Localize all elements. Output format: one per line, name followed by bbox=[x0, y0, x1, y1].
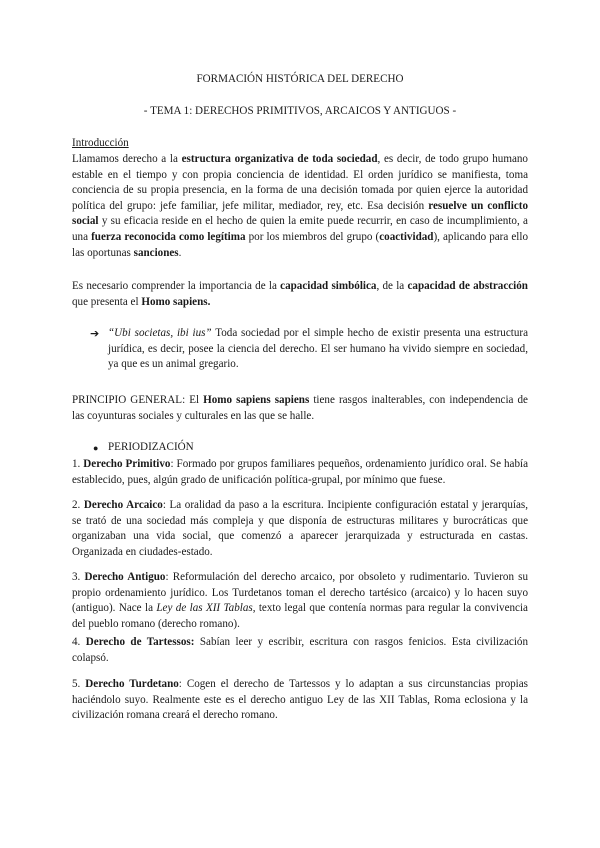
italic-run: Ley de las XII Tablas bbox=[156, 602, 253, 615]
bold-run: sanciones bbox=[133, 246, 179, 259]
arrow-bullet-icon: ➔ bbox=[90, 327, 100, 340]
text-run: , de la bbox=[376, 280, 408, 292]
text-run: Llamamos derecho a la bbox=[72, 153, 182, 165]
period-item-turdetano bbox=[72, 677, 528, 724]
bold-run: estructura organizativa de toda sociedad bbox=[181, 153, 378, 165]
item-number: 3. bbox=[72, 571, 85, 583]
item-name: Derecho Antiguo bbox=[84, 571, 166, 583]
item-number: 5. bbox=[72, 678, 86, 690]
bold-run: Homo sapiens sapiens bbox=[203, 394, 310, 406]
bold-run: capacidad de abstracción bbox=[407, 280, 528, 292]
item-number: 2. bbox=[72, 499, 84, 511]
text-run: : La oralidad da paso a la escritura. Incipiente configuración estatal y jerarquías, se trató de una sociedad más compleja y que disponía de estructuras militares y burocráticas que organizaban una vida social, que comenzó a aparecer jerarquizada y estructurada en castas. Organizada en ciudades-estado. bbox=[72, 499, 528, 558]
document-subtitle: - TEMA 1: DERECHOS PRIMITIVOS, ARCAICOS Y ANTIGUOS - bbox=[143, 105, 457, 117]
text-run: , es decir, de todo grupo humano estable en el tiempo y con propia conciencia de identidad. El orden jurídico se manifiesta, toma conciencia de su propia presencia, en la forma de una decisión tomada por quien ejerce la autoridad política del grupo: jefe familiar, jefe militar, mediador, rey, etc. Esa decisión bbox=[72, 153, 528, 212]
bold-run: fuerza reconocida como legítima bbox=[91, 230, 246, 243]
text-run: : Reformulación del derecho arcaico, por obsoleto y rudimentario. Tuvieron su propio ordenamiento jurídico. Los Turdetanos toman el derecho tartésico (arcaico) y lo hacen suyo (antiguo). Nace la bbox=[72, 571, 529, 615]
intro-heading-text: Introducción bbox=[72, 137, 129, 149]
period-item-tartessos bbox=[72, 635, 528, 666]
item-name: Derecho de Tartessos: bbox=[85, 636, 195, 648]
text-run: ), aplicando para ello las oportunas bbox=[72, 230, 528, 259]
text-run: Sabían leer y escribir, escritura con rasgos fenicios. Esta civilización colapsó. bbox=[72, 636, 529, 664]
item-number: 4. bbox=[72, 636, 86, 648]
bold-run: coactividad bbox=[379, 230, 434, 243]
text-run: Toda sociedad por el simple hecho de existir presenta una estructura jurídica, es decir, posee la ciencia del derecho. El ser humano ha vivido siempre en sociedad, ya que es un animal gregario. bbox=[108, 327, 528, 371]
text-run: tiene rasgos inalterables, con independencia de las coyunturas sociales y culturales en las que se halle. bbox=[72, 394, 528, 422]
text-run: PRINCIPIO GENERAL: El bbox=[72, 394, 204, 406]
item-name: Derecho Turdetano bbox=[85, 678, 179, 690]
period-item-arcaico bbox=[72, 498, 528, 560]
item-name: Derecho Arcaico bbox=[83, 499, 163, 511]
intro-heading bbox=[72, 136, 528, 152]
text-run: : Formado por grupos familiares pequeños, ordenamiento jurídico oral. Se había establecido, pues, algún grado de unificación política-grupal, por mínimo que fuese. bbox=[72, 458, 529, 486]
text-run: , texto legal que contenía normas para regular la convivencia del pueblo romano (derecho romano). bbox=[72, 602, 528, 630]
symbolic-capacity-paragraph bbox=[72, 279, 528, 310]
text-run: : Cogen el derecho de Tartessos y lo adaptan a sus circunstancias propias haciéndolo suyo. Realmente este es el derecho antiguo Ley de las XII Tablas, Roma eclosiona y la civilización romana creará el derecho romano. bbox=[72, 678, 529, 722]
text-run: por los miembros del grupo ( bbox=[245, 230, 380, 243]
ubi-societas-quote bbox=[108, 326, 528, 373]
text-run: Es necesario comprender la importancia de la bbox=[72, 280, 281, 292]
general-principle-paragraph bbox=[72, 393, 528, 424]
bold-run: Homo sapiens. bbox=[141, 295, 211, 308]
periodization-heading: PERIODIZACIÓN bbox=[108, 441, 194, 453]
period-item-primitivo bbox=[72, 457, 528, 488]
period-item-antiguo bbox=[72, 570, 528, 632]
bold-run: resuelve un conflicto social bbox=[72, 199, 529, 228]
item-number: 1. bbox=[72, 458, 84, 470]
text-run: y su eficacia reside en el hecho de quien la emite puede recurrir, en caso de incumplimiento, a una bbox=[72, 215, 528, 243]
document-title: FORMACIÓN HISTÓRICA DEL DERECHO bbox=[196, 73, 404, 85]
italic-run: “Ubi societas, ibi ius” bbox=[108, 327, 212, 339]
item-name: Derecho Primitivo bbox=[83, 458, 171, 470]
text-run: que presenta el bbox=[72, 295, 142, 308]
circle-bullet-icon: ● bbox=[93, 443, 99, 453]
bold-run: capacidad simbólica bbox=[280, 280, 377, 292]
intro-paragraph bbox=[72, 152, 528, 261]
text-run: . bbox=[178, 246, 182, 259]
